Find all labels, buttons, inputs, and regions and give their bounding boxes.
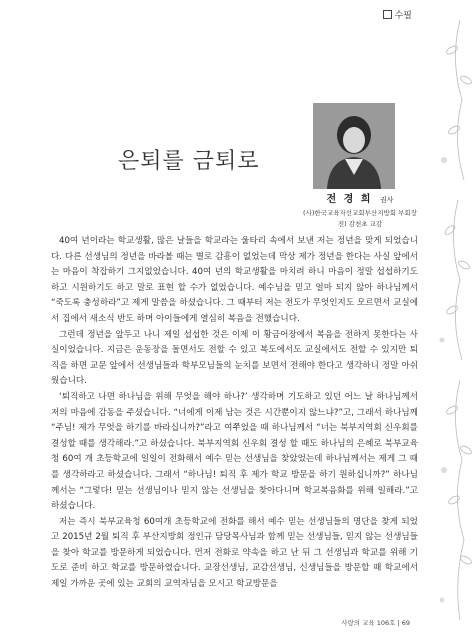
square-icon <box>383 10 392 19</box>
author-name: 전 경 희 <box>326 194 373 205</box>
affiliation-line-1: (사)한국교육자선교회부산지방회 부회장 <box>303 209 417 217</box>
affiliation-line-2: 전) 감천초 교감 <box>337 220 383 228</box>
author-photo <box>313 103 395 189</box>
paragraph: 40여 년이라는 학교생활, 많은 날들을 학교라는 울타리 속에서 보낸 저는 정년을 맞게 되었습니다. 다른 선생님의 정년을 바라볼 때는 별로 감흥이 없었는데 막상 제가 정년을 한다는 사실 앞에서는 마음이 착잡하기 그지없었습니다. 40여 년의 학교생활을 마치려 하니 마음이 정말 섭섭하기도 하고 시원하기도 하고 말로 표현 할 수가 없었습니다. 예수님을 믿고 얼마 되지 않아 하나님께서 “죽도록 충성하라”고 제게 말씀을 하셨습니다. 그 때부터 저는 전도가 무엇인지도 모르면서 교실에서 집에서 새소식 반도 하며 아이들에게 열심히 복음을 전했습니다. <box>51 236 418 324</box>
paragraph: 그런데 정년을 앞두고 나니 제일 섭섭한 것은 이제 이 황금어장에서 복음을 전하지 못한다는 사실이었습니다. 지금은 운동장을 돌면서도 전할 수 있고 복도에서도 교실에서도 전할 수 있지만 퇴직을 하면 교문 앞에서 선생님들과 학부모님들의 눈치를 보면서 전해야 한다고 생각하니 정말 아쉬웠습니다. <box>51 329 418 387</box>
paragraph: 저는 즉시 북부교육청 60여개 초등학교에 전화를 해서 예수 믿는 선생님들의 명단을 찾게 되었고 2015년 2월 퇴직 후 부산지방회 정인규 담당목사님과 함께 믿는 선생님들, 믿지 않는 선생님들을 찾아 학교를 방문하게 되었습니다. 먼저 전화로 약속을 하고 난 뒤 그 선생님과 학교를 위해 기도로 준비 하고 학교를 방문하였습니다. 교장선생님, 교감선생님, 신생님들을 방문할 때 학교에서 제일 가까운 곳에 있는 교회의 교역자님을 모시고 학교방문을 <box>51 516 418 590</box>
page-footer: 사랑의 교육 106호 | 69 <box>341 619 410 627</box>
article-title: 은퇴를 금퇴로 <box>118 149 260 174</box>
section-tag <box>383 8 412 21</box>
section-label: 수필 <box>394 11 412 21</box>
author-block <box>300 190 420 230</box>
floral-decoration <box>430 0 472 640</box>
author-role: 권사 <box>379 196 394 204</box>
author-affiliation <box>300 208 420 230</box>
paragraph: ‘퇴직하고 나면 하나님을 위해 무엇을 해야 하나?’ 생각하며 기도하고 있던 어느 날 하나님께서 저의 마음에 감동을 주셨습니다. “너에게 이제 남는 것은 시간뿐이지 않느냐?”고, 그래서 하나님께 “주님! 제가 무엇을 하기를 바라십니까?”라고 여쭈었을 때 하나님께서 “너는 북부지역회 신우회를 결성할 때를 생각해라.”고 하셨습니다. 북부지역회 신우회 결성 할 때도 하나님의 은혜로 북부교육청 60여 개 초등학교에 일일이 전화해서 예수 믿는 선생님을 찾았었는데 하나님께서는 제게 그 때를 생각하라고 하셨습니다. 그래서 “하나님! 퇴직 후 제가 학교 방문을 하기 원하십니까?” 하나님께서는 “그렇다! 믿는 선생님이나 믿지 않는 선생님을 찾아다니며 학교복음화를 위해 일해라.”고 하셨습니다. <box>51 391 418 512</box>
author-name-line <box>300 190 420 205</box>
article-body <box>51 234 418 593</box>
